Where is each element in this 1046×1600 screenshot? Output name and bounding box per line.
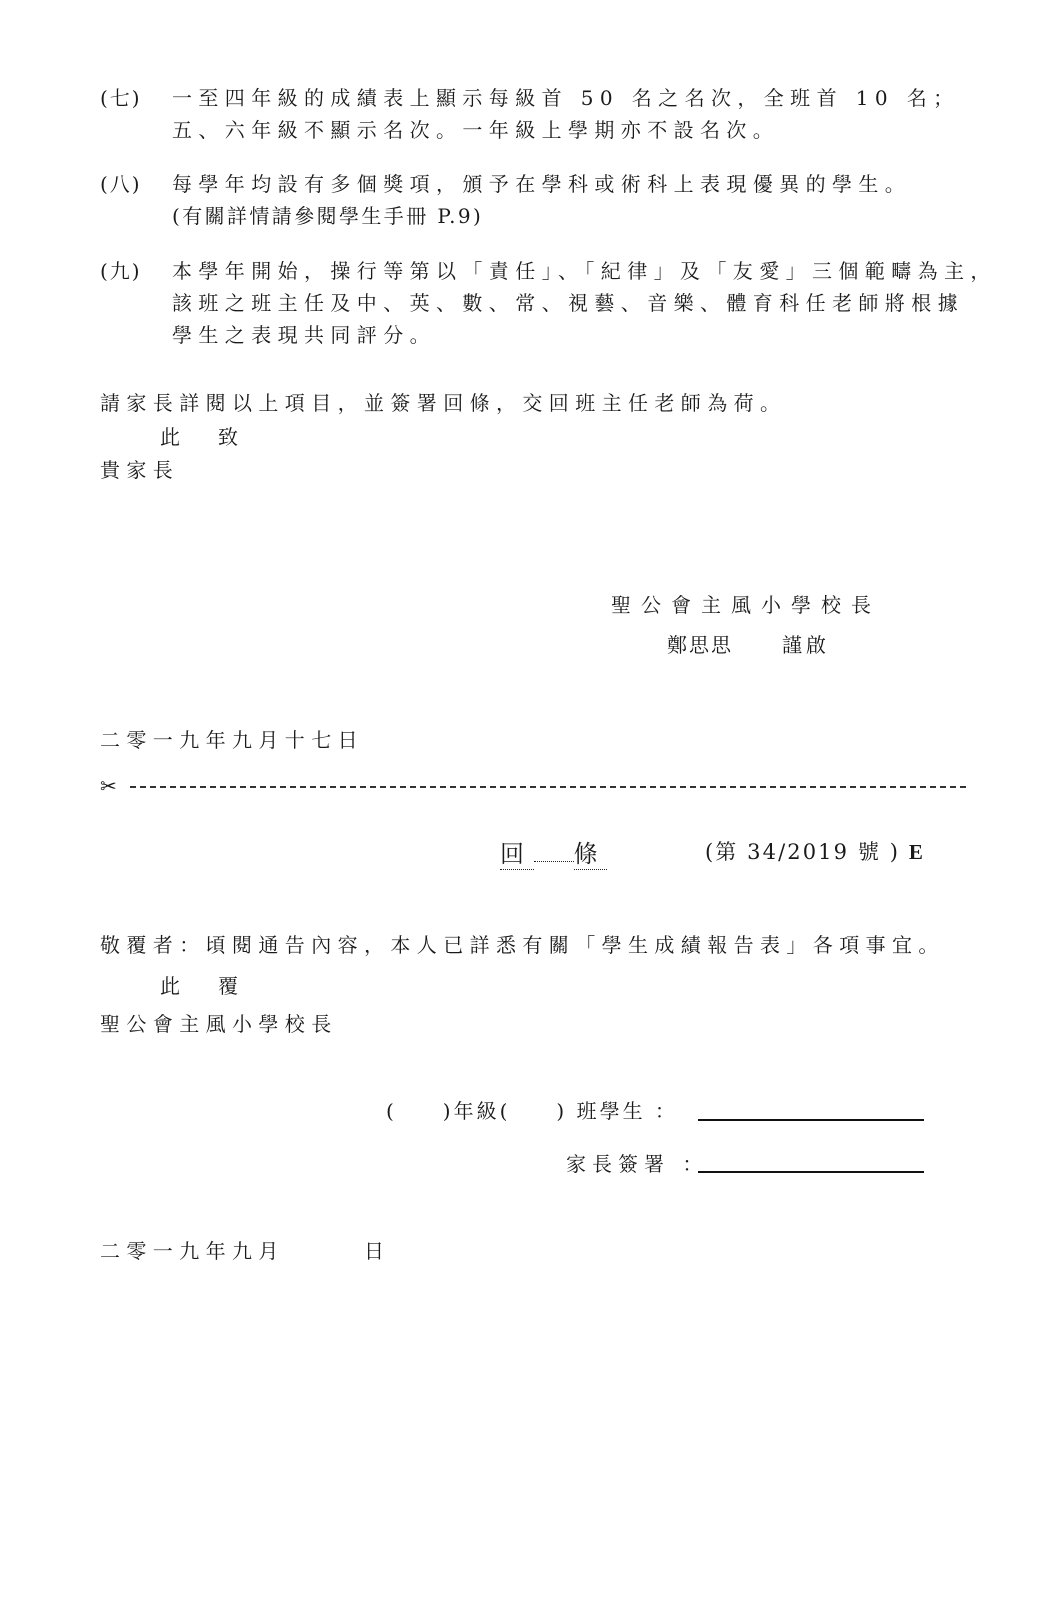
sender-org: 聖公會主風小學校長	[611, 593, 881, 617]
notice-date: 二零一九年九月十七日	[100, 728, 364, 752]
reply-title-char-2: 條	[574, 834, 608, 870]
item-number: (九)	[100, 259, 142, 283]
closing-salutation-2: 致	[218, 425, 245, 449]
reply-addressee: 聖公會主風小學校長	[100, 1012, 338, 1036]
item-line: 每學年均設有多個獎項，頒予在學科或術科上表現優異的學生。	[172, 172, 912, 196]
item-number: (七)	[100, 86, 142, 110]
item-line: 五、六年級不顯示名次。一年級上學期亦不設名次。	[172, 118, 780, 142]
sender-sign-off: 謹啟	[782, 633, 830, 657]
item-line: 學生之表現共同評分。	[172, 323, 436, 347]
reply-salutation-1: 此	[160, 974, 187, 998]
student-name-field[interactable]	[698, 1119, 924, 1121]
notice-number-text: (第 34/2019 號 )	[705, 840, 901, 864]
reply-body: 敬覆者：頃閱通告內容，本人已詳悉有關「學生成績報告表」各項事宜。	[100, 933, 945, 957]
closing-salutation-1: 此	[160, 425, 187, 449]
dashed-divider	[130, 786, 966, 788]
scissors-icon: ✂	[100, 774, 117, 798]
notice-version-letter: E	[908, 840, 925, 864]
item-line: 該班之班主任及中、英、數、常、視藝、音樂、體育科任老師將根據	[172, 291, 964, 315]
item-number: (八)	[100, 172, 142, 196]
sender-name: 鄭思思	[667, 633, 733, 657]
reply-date: 二零一九年九月 日	[100, 1239, 391, 1263]
closing-request: 請家長詳閱以上項目，並簽署回條，交回班主任老師為荷。	[100, 391, 787, 415]
item-line: (有關詳情請參閱學生手冊 P.9)	[172, 204, 484, 228]
parent-signature-label: 家長簽署 ：	[566, 1152, 709, 1176]
parent-signature-field[interactable]	[698, 1171, 924, 1173]
closing-addressee: 貴家長	[100, 458, 180, 482]
notice-number	[705, 836, 925, 866]
student-label: ( )年級( ) 班學生 ：	[386, 1099, 678, 1123]
cut-line	[100, 774, 966, 798]
reply-title-char-1: 回	[500, 834, 534, 870]
reply-salutation-2: 覆	[218, 974, 245, 998]
item-line: 一至四年級的成績表上顯示每級首 50 名之名次，全班首 10 名；	[172, 86, 960, 110]
reply-title	[500, 834, 607, 870]
item-line: 本學年開始，操行等第以「責任」、「紀律」及「友愛」三個範疇為主，	[172, 259, 997, 283]
